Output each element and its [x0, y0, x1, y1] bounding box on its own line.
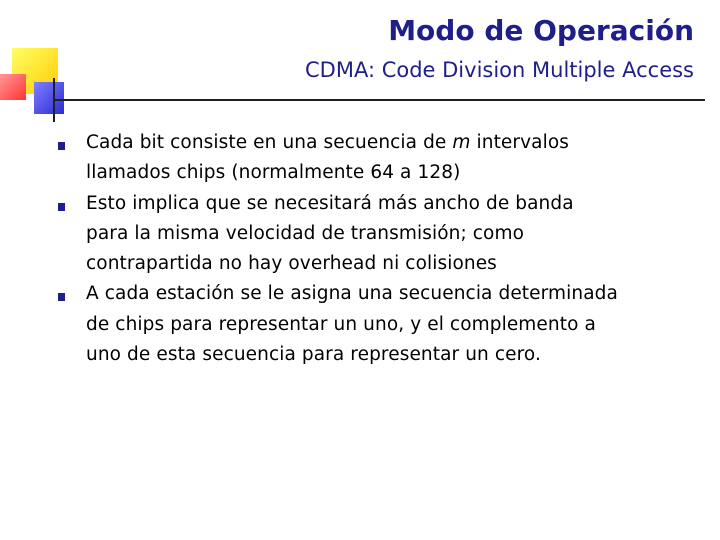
bullet-1-variable: m [452, 132, 471, 153]
bullet-1-line-1 [86, 128, 708, 158]
slide-title: Modo de Operación [388, 14, 694, 47]
bullet-item-2 [58, 189, 708, 280]
bullet-1-text-a: Cada bit consiste en una secuencia de [86, 132, 453, 153]
bullet-2-line-1: Esto implica que se necesitará más ancho de banda [86, 192, 574, 214]
horizontal-rule [55, 99, 705, 101]
bullet-1-text-b: intervalos [470, 132, 570, 153]
bullet-3-line-2: de chips para representar un uno, y el complemento a [86, 313, 596, 335]
bullet-2-line-3: contrapartida no hay overhead ni colisiones [86, 253, 497, 275]
blue-square-decoration [34, 82, 64, 114]
bullet-item-3 [58, 279, 708, 370]
bullet-2-line-2: para la misma velocidad de transmisión; como [86, 222, 524, 244]
bullet-3-line-3: uno de esta secuencia para representar un cero. [86, 344, 541, 366]
slide-subtitle: CDMA: Code Division Multiple Access [305, 58, 694, 82]
square-bullet-icon [58, 293, 65, 301]
bullet-3-line-1: A cada estación se le asigna una secuencia determinada [86, 283, 618, 305]
red-square-decoration [0, 74, 26, 100]
square-bullet-icon [58, 203, 65, 211]
bullet-1-line-2: llamados chips (normalmente 64 a 128) [86, 162, 461, 184]
bullet-item-1 [58, 128, 708, 189]
bullet-list [58, 128, 708, 370]
square-bullet-icon [58, 142, 65, 150]
